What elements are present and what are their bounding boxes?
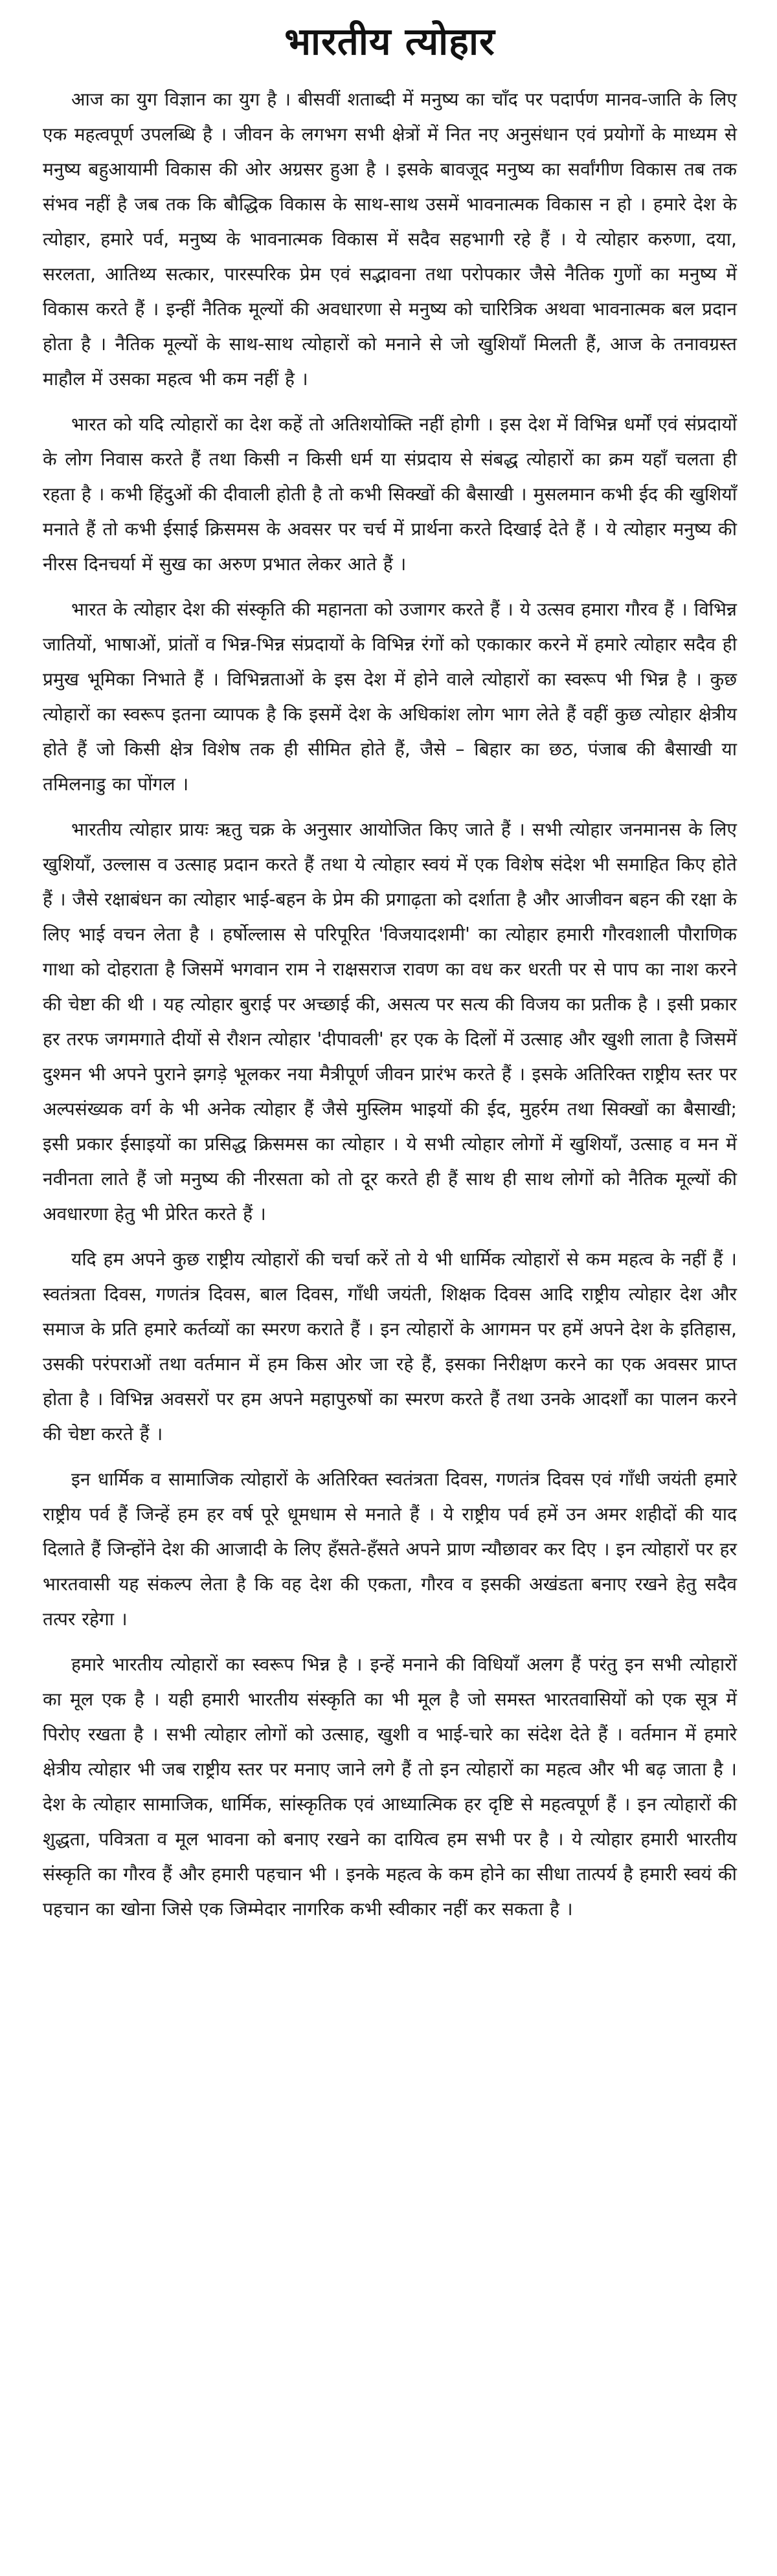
paragraph-1: आज का युग विज्ञान का युग है । बीसवीं शताब्दी में मनुष्य का चाँद पर पदार्पण मानव-जाति के लिए एक महत्वपूर्ण उपलब्धि है । जीवन के लगभग सभी क्षेत्रों में नित नए अनुसंधान एवं प्रयोगों के माध्यम से मनुष्य बहुआयामी विकास की ओर अग्रसर हुआ है । इसके बावजूद मनुष्य का सर्वांगीण विकास तब तक संभव नहीं है जब तक कि बौद्धिक विकास के साथ-साथ उसमें भावनात्मक विकास न हो । हमारे देश के त्योहार, हमारे पर्व, मनुष्य के भावनात्मक विकास में सदैव सहभागी रहे हैं । ये त्योहार करुणा, दया, सरलता, आतिथ्य सत्कार, पारस्परिक प्रेम एवं सद्भावना तथा परोपकार जैसे नैतिक गुणों का मनुष्य में विकास करते हैं । इन्हीं नैतिक मूल्यों की अवधारणा से मनुष्य को चारित्रिक अथवा भावनात्मक बल प्रदान होता है । नैतिक मूल्यों के साथ-साथ त्योहारों को मनाने से जो खुशियाँ मिलती हैं, आज के तनावग्रस्त माहौल में उसका महत्व भी कम नहीं है । <box>43 88 737 390</box>
paragraph-2: भारत को यदि त्योहारों का देश कहें तो अतिशयोक्ति नहीं होगी । इस देश में विभिन्न धर्मों एवं संप्रदायों के लोग निवास करते हैं तथा किसी न किसी धर्म या संप्रदाय से संबद्ध त्योहारों का क्रम यहाँ चलता ही रहता है । कभी हिंदुओं की दीवाली होती है तो कभी सिक्खों की बैसाखी । मुसलमान कभी ईद की खुशियाँ मनाते हैं तो कभी ईसाई क्रिसमस के अवसर पर चर्च में प्रार्थना करते दिखाई देते हैं । ये त्योहार मनुष्य की नीरस दिनचर्या में सुख का अरुण प्रभात लेकर आते हैं । <box>43 413 737 575</box>
paragraph-4: भारतीय त्योहार प्रायः ऋतु चक्र के अनुसार आयोजित किए जाते हैं । सभी त्योहार जनमानस के लिए खुशियाँ, उल्लास व उत्साह प्रदान करते हैं तथा ये त्योहार स्वयं में एक विशेष संदेश भी समाहित किए होते हैं । जैसे रक्षाबंधन का त्योहार भाई-बहन के प्रेम की प्रगाढ़ता को दर्शाता है और आजीवन बहन की रक्षा के लिए भाई वचन लेता है । हर्षोल्लास से परिपूरित 'विजयादशमी' का त्योहार हमारी गौरवशाली पौराणिक गाथा को दोहराता है जिसमें भगवान राम ने राक्षसराज रावण का वध कर धरती पर से पाप का नाश करने की चेष्टा की थी । यह त्योहार बुराई पर अच्छाई की, असत्य पर सत्य की विजय का प्रतीक है । इसी प्रकार हर तरफ जगमगाते दीयों से रौशन त्योहार 'दीपावली' हर एक के दिलों में उत्साह और खुशी लाता है जिसमें दुश्मन भी अपने पुराने झगड़े भूलकर नया मैत्रीपूर्ण जीवन प्रारंभ करते हैं । इसके अतिरिक्त राष्ट्रीय स्तर पर अल्पसंख्यक वर्ग के भी अनेक त्योहार हैं जैसे मुस्लिम भाइयों की ईद, मुहर्रम तथा सिक्खों का बैसाखी; इसी प्रकार ईसाइयों का प्रसिद्ध क्रिसमस का त्योहार । ये सभी त्योहार लोगों में खुशियाँ, उत्साह व मन में नवीनता लाते हैं जो मनुष्य की नीरसता को तो दूर करते ही हैं साथ ही साथ लोगों को नैतिक मूल्यों की अवधारणा हेतु भी प्रेरित करते हैं । <box>43 818 737 1225</box>
paragraph-3: भारत के त्योहार देश की संस्कृति की महानता को उजागर करते हैं । ये उत्सव हमारा गौरव हैं । विभिन्न जातियों, भाषाओं, प्रांतों व भिन्न-भिन्न संप्रदायों के विभिन्न रंगों को एकाकार करने में हमारे त्योहार सदैव ही प्रमुख भूमिका निभाते हैं । विभिन्नताओं के इस देश में होने वाले त्योहारों का स्वरूप भी भिन्न है । कुछ त्योहारों का स्वरूप इतना व्यापक है कि इसमें देश के अधिकांश लोग भाग लेते हैं वहीं कुछ त्योहार क्षेत्रीय होते हैं जो किसी क्षेत्र विशेष तक ही सीमित होते हैं, जैसे – बिहार का छठ, पंजाब की बैसाखी या तमिलनाडु का पोंगल । <box>43 598 737 795</box>
paragraph-6: इन धार्मिक व सामाजिक त्योहारों के अतिरिक्त स्वतंत्रता दिवस, गणतंत्र दिवस एवं गाँधी जयंती हमारे राष्ट्रीय पर्व हैं जिन्हें हम हर वर्ष पूरे धूमधाम से मनाते हैं । ये राष्ट्रीय पर्व हमें उन अमर शहीदों की याद दिलाते हैं जिन्होंने देश की आजादी के लिए हँसते-हँसते अपने प्राण न्यौछावर कर दिए । इन त्योहारों पर हर भारतवासी यह संकल्प लेता है कि वह देश की एकता, गौरव व इसकी अखंडता बनाए रखने हेतु सदैव तत्पर रहेगा । <box>43 1468 737 1630</box>
paragraph-5: यदि हम अपने कुछ राष्ट्रीय त्योहारों की चर्चा करें तो ये भी धार्मिक त्योहारों से कम महत्व के नहीं हैं । स्वतंत्रता दिवस, गणतंत्र दिवस, बाल दिवस, गाँधी जयंती, शिक्षक दिवस आदि राष्ट्रीय त्योहार देश और समाज के प्रति हमारे कर्तव्यों का स्मरण कराते हैं । इन त्योहारों के आगमन पर हमें अपने देश के इतिहास, उसकी परंपराओं तथा वर्तमान में हम किस ओर जा रहे हैं, इसका निरीक्षण करने का एक अवसर प्राप्त होता है । विभिन्न अवसरों पर हम अपने महापुरुषों का स्मरण करते हैं तथा उनके आदर्शों का पालन करने की चेष्टा करते हैं । <box>43 1248 737 1445</box>
paragraph-7: हमारे भारतीय त्योहारों का स्वरूप भिन्न है । इन्हें मनाने की विधियाँ अलग हैं परंतु इन सभी त्योहारों का मूल एक है । यही हमारी भारतीय संस्कृति का भी मूल है जो समस्त भारतवासियों को एक सूत्र में पिरोए रखता है । सभी त्योहार लोगों को उत्साह, खुशी व भाई-चारे का संदेश देते हैं । वर्तमान में हमारे क्षेत्रीय त्योहार भी जब राष्ट्रीय स्तर पर मनाए जाने लगे हैं तो इन त्योहारों का महत्व और भी बढ़ जाता है । देश के त्योहार सामाजिक, धार्मिक, सांस्कृतिक एवं आध्यात्मिक हर दृष्टि से महत्वपूर्ण हैं । इन त्योहारों की शुद्धता, पवित्रता व मूल भावना को बनाए रखने का दायित्व हम सभी पर है । ये त्योहार हमारी भारतीय संस्कृति का गौरव हैं और हमारी पहचान भी । इनके महत्व के कम होने का सीधा तात्पर्य है हमारी स्वयं की पहचान का खोना जिसे एक जिम्मेदार नागरिक कभी स्वीकार नहीं कर सकता है । <box>43 1653 737 1920</box>
essay-title: भारतीय त्योहार <box>284 19 495 63</box>
